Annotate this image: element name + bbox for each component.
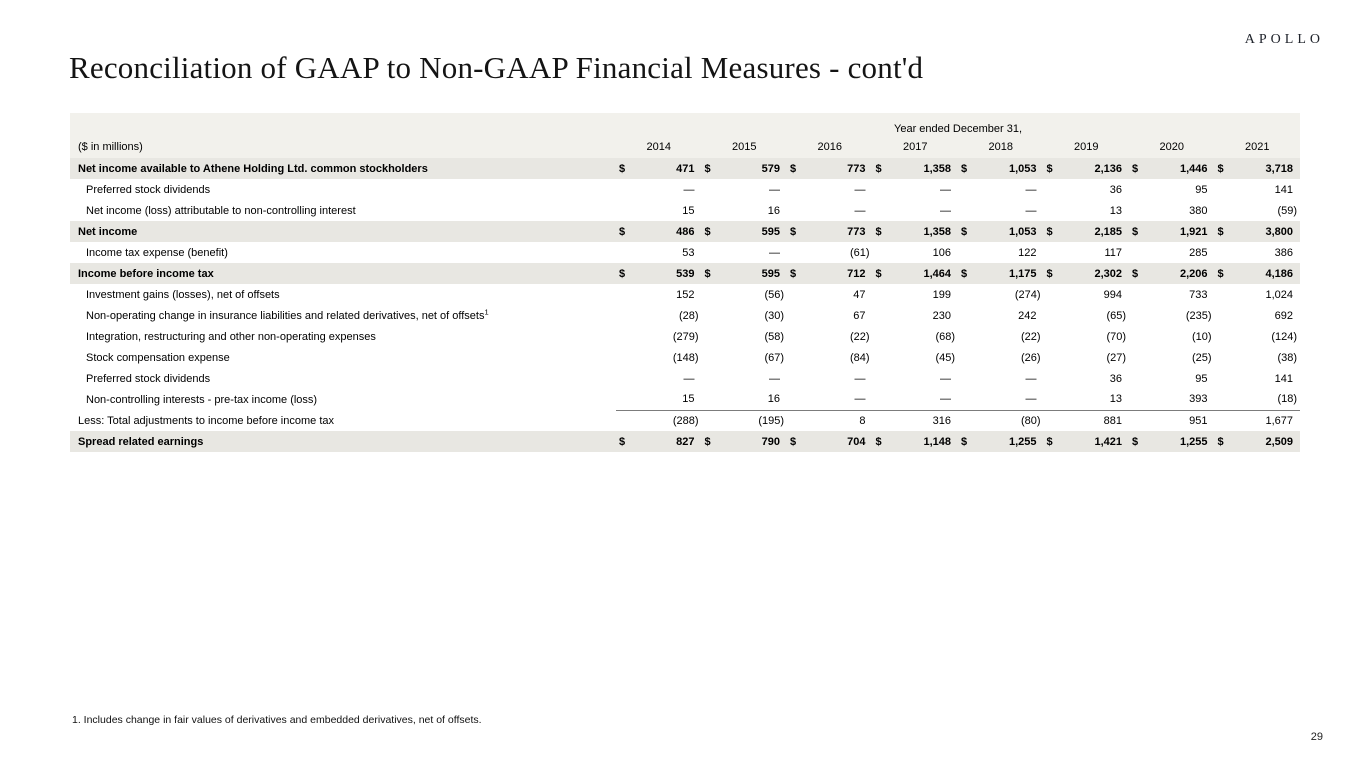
value-cell: 3,718	[1231, 158, 1301, 179]
dollar-sign-cell	[702, 347, 718, 368]
value-cell: (22)	[1020, 330, 1041, 343]
dollar-sign-cell	[1044, 410, 1060, 431]
table-row	[70, 347, 1300, 368]
dollar-sign-cell: $	[873, 221, 889, 242]
value-cell: 16	[767, 204, 780, 217]
dollar-sign-cell	[702, 284, 718, 305]
dollar-sign-cell	[873, 347, 889, 368]
row-label: Stock compensation expense	[86, 351, 230, 364]
value-cell: (38)	[1277, 351, 1298, 364]
dollar-sign-cell	[958, 200, 974, 221]
value-cell: —	[940, 393, 951, 406]
value-cell: 95	[1195, 372, 1208, 385]
dollar-sign-cell: $	[1044, 158, 1060, 179]
value-cell: 595	[718, 221, 788, 242]
value-cell: —	[769, 246, 780, 259]
value-cell: —	[1025, 372, 1037, 385]
value-cell: (28)	[678, 309, 699, 322]
dollar-sign-cell	[873, 200, 889, 221]
value-cell: (56)	[764, 288, 784, 301]
value-cell: 733	[1189, 288, 1208, 301]
dollar-sign-cell: $	[1044, 431, 1060, 452]
value-cell: 692	[1274, 309, 1294, 322]
dollar-sign-cell	[1215, 179, 1231, 200]
value-cell: 67	[853, 309, 866, 322]
value-cell: 152	[676, 288, 695, 301]
dollar-sign-cell: $	[1215, 221, 1231, 242]
value-cell: —	[854, 393, 866, 406]
value-cell: 1,024	[1265, 288, 1294, 301]
dollar-sign-cell	[1215, 410, 1231, 431]
dollar-sign-cell	[1215, 326, 1231, 347]
value-cell: 1,175	[974, 263, 1044, 284]
value-cell: (65)	[1106, 309, 1126, 322]
dollar-sign-cell	[702, 179, 718, 200]
dollar-sign-cell	[702, 368, 718, 389]
value-cell: 595	[718, 263, 788, 284]
dollar-sign-cell	[702, 410, 718, 431]
value-cell: —	[683, 372, 695, 385]
row-label: Net income available to Athene Holding Ltd. common stockholders	[70, 158, 616, 179]
value-cell: —	[940, 183, 951, 196]
value-cell: 95	[1195, 183, 1208, 196]
dollar-sign-cell	[1129, 389, 1145, 410]
table-row	[70, 326, 1300, 347]
table-row	[70, 284, 1300, 305]
value-cell: 242	[1018, 309, 1037, 322]
value-cell: 199	[932, 288, 951, 301]
row-label: Non-controlling interests - pre-tax income (loss)	[86, 393, 318, 406]
dollar-sign-cell	[616, 368, 632, 389]
dollar-sign-cell: $	[616, 158, 632, 179]
value-cell: 13	[1109, 393, 1122, 406]
value-cell: (235)	[1185, 309, 1212, 322]
table-row	[70, 389, 1300, 410]
table-header	[70, 113, 1300, 158]
value-cell: 486	[632, 221, 702, 242]
value-cell: 1,053	[974, 158, 1044, 179]
value-cell: (25)	[1191, 351, 1212, 364]
dollar-sign-cell	[873, 179, 889, 200]
dollar-sign-cell	[1215, 284, 1231, 305]
value-cell: 2,185	[1060, 221, 1130, 242]
dollar-sign-cell	[616, 200, 632, 221]
value-cell: 47	[853, 288, 866, 301]
value-cell: 4,186	[1231, 263, 1301, 284]
value-cell: 1,255	[974, 431, 1044, 452]
value-cell: 994	[1103, 288, 1122, 301]
value-cell: (45)	[935, 351, 955, 364]
value-cell: 2,206	[1145, 263, 1215, 284]
value-cell: (22)	[849, 330, 870, 343]
value-cell: (58)	[764, 330, 784, 343]
dollar-sign-cell: $	[958, 158, 974, 179]
dollar-sign-cell	[958, 389, 974, 410]
dollar-sign-cell: $	[873, 263, 889, 284]
dollar-sign-cell	[1129, 326, 1145, 347]
dollar-sign-cell	[616, 410, 632, 431]
dollar-sign-cell	[1129, 242, 1145, 263]
year-column-header: 2019	[1044, 136, 1130, 158]
value-cell: 36	[1109, 183, 1122, 196]
header-spacer	[70, 113, 616, 136]
dollar-sign-cell	[1129, 368, 1145, 389]
table-row	[70, 410, 1300, 431]
dollar-sign-cell	[958, 305, 974, 326]
value-cell: —	[1025, 393, 1037, 406]
dollar-sign-cell	[1215, 200, 1231, 221]
value-cell: (30)	[764, 309, 784, 322]
year-column-header: 2021	[1215, 136, 1301, 158]
value-cell: 380	[1189, 204, 1208, 217]
dollar-sign-cell	[616, 242, 632, 263]
dollar-sign-cell	[787, 368, 803, 389]
dollar-sign-cell	[958, 326, 974, 347]
dollar-sign-cell	[873, 242, 889, 263]
dollar-sign-cell	[873, 389, 889, 410]
table-row	[70, 158, 1300, 179]
value-cell: 8	[803, 410, 873, 431]
year-column-header: 2020	[1129, 136, 1215, 158]
dollar-sign-cell: $	[1129, 221, 1145, 242]
dollar-sign-cell	[702, 200, 718, 221]
dollar-sign-cell: $	[702, 221, 718, 242]
value-cell: (26)	[1020, 351, 1041, 364]
table-header-group-row	[70, 113, 1300, 136]
dollar-sign-cell	[787, 326, 803, 347]
value-cell: (27)	[1106, 351, 1126, 364]
dollar-sign-cell	[616, 389, 632, 410]
value-cell: (67)	[764, 351, 784, 364]
value-cell: 122	[1018, 246, 1037, 259]
dollar-sign-cell	[616, 284, 632, 305]
dollar-sign-cell	[787, 410, 803, 431]
year-column-header: 2016	[787, 136, 873, 158]
dollar-sign-cell	[1044, 368, 1060, 389]
value-cell: 2,509	[1231, 431, 1301, 452]
units-label: ($ in millions)	[70, 136, 616, 158]
value-cell: 2,136	[1060, 158, 1130, 179]
value-cell: 1,446	[1145, 158, 1215, 179]
value-cell: (68)	[935, 330, 955, 343]
dollar-sign-cell: $	[1129, 431, 1145, 452]
value-cell: 3,800	[1231, 221, 1301, 242]
value-cell: 386	[1274, 246, 1294, 259]
row-label: Investment gains (losses), net of offsets	[86, 288, 280, 301]
table-body	[70, 158, 1300, 452]
dollar-sign-cell	[787, 347, 803, 368]
dollar-sign-cell	[1044, 347, 1060, 368]
dollar-sign-cell: $	[1044, 221, 1060, 242]
value-cell: 16	[767, 393, 780, 406]
dollar-sign-cell: $	[873, 158, 889, 179]
dollar-sign-cell	[787, 284, 803, 305]
dollar-sign-cell: $	[873, 431, 889, 452]
value-cell: 1,148	[889, 431, 959, 452]
dollar-sign-cell	[702, 305, 718, 326]
dollar-sign-cell	[1215, 242, 1231, 263]
value-cell: —	[854, 204, 866, 217]
year-column-header: 2015	[702, 136, 788, 158]
dollar-sign-cell	[1129, 179, 1145, 200]
row-label: Preferred stock dividends	[86, 372, 211, 385]
dollar-sign-cell	[787, 242, 803, 263]
value-cell: —	[1025, 183, 1037, 196]
year-column-header: 2014	[616, 136, 702, 158]
value-cell: (59)	[1277, 204, 1298, 217]
dollar-sign-cell: $	[1129, 158, 1145, 179]
value-cell: (61)	[849, 246, 870, 259]
dollar-sign-cell: $	[616, 221, 632, 242]
dollar-sign-cell: $	[616, 263, 632, 284]
value-cell: 106	[932, 246, 951, 259]
value-cell: 53	[682, 246, 695, 259]
dollar-sign-cell	[1044, 326, 1060, 347]
value-cell: —	[683, 183, 695, 196]
dollar-sign-cell	[702, 242, 718, 263]
year-ended-header: Year ended December 31,	[616, 113, 1300, 136]
value-cell: 1,053	[974, 221, 1044, 242]
value-cell: 1,921	[1145, 221, 1215, 242]
footnote-marker: 1	[484, 306, 489, 316]
reconciliation-table	[70, 113, 1300, 452]
dollar-sign-cell	[702, 326, 718, 347]
dollar-sign-cell: $	[958, 263, 974, 284]
dollar-sign-cell: $	[702, 263, 718, 284]
dollar-sign-cell: $	[787, 431, 803, 452]
value-cell: —	[769, 183, 780, 196]
dollar-sign-cell	[1044, 305, 1060, 326]
dollar-sign-cell: $	[616, 431, 632, 452]
row-label: Net income	[70, 221, 616, 242]
dollar-sign-cell	[1129, 410, 1145, 431]
value-cell: —	[854, 372, 866, 385]
table-row	[70, 305, 1300, 326]
value-cell: 1,358	[889, 221, 959, 242]
dollar-sign-cell	[616, 347, 632, 368]
dollar-sign-cell: $	[702, 431, 718, 452]
dollar-sign-cell	[616, 326, 632, 347]
value-cell: (274)	[1014, 288, 1041, 301]
dollar-sign-cell	[616, 179, 632, 200]
dollar-sign-cell	[1044, 200, 1060, 221]
footnote: 1. Includes change in fair values of derivatives and embedded derivatives, net of offsets.	[72, 714, 482, 726]
dollar-sign-cell: $	[1215, 431, 1231, 452]
value-cell: 951	[1145, 410, 1215, 431]
value-cell: —	[940, 372, 951, 385]
dollar-sign-cell	[873, 410, 889, 431]
value-cell: (18)	[1277, 393, 1298, 406]
value-cell: (148)	[672, 351, 699, 364]
dollar-sign-cell: $	[1129, 263, 1145, 284]
value-cell: 13	[1109, 204, 1122, 217]
value-cell: 773	[803, 158, 873, 179]
value-cell: 790	[718, 431, 788, 452]
dollar-sign-cell	[787, 200, 803, 221]
dollar-sign-cell	[958, 179, 974, 200]
dollar-sign-cell	[1129, 347, 1145, 368]
dollar-sign-cell	[873, 326, 889, 347]
dollar-sign-cell: $	[787, 158, 803, 179]
value-cell: 881	[1060, 410, 1130, 431]
value-cell: 2,302	[1060, 263, 1130, 284]
dollar-sign-cell	[873, 284, 889, 305]
value-cell: 704	[803, 431, 873, 452]
value-cell: 1,255	[1145, 431, 1215, 452]
page-number: 29	[1310, 731, 1323, 743]
dollar-sign-cell	[958, 368, 974, 389]
table-row	[70, 368, 1300, 389]
dollar-sign-cell	[787, 305, 803, 326]
dollar-sign-cell: $	[1215, 263, 1231, 284]
value-cell: —	[854, 183, 866, 196]
dollar-sign-cell: $	[1044, 263, 1060, 284]
value-cell: (10)	[1191, 330, 1212, 343]
dollar-sign-cell	[873, 305, 889, 326]
value-cell: 539	[632, 263, 702, 284]
value-cell: 36	[1109, 372, 1122, 385]
apollo-logo: APOLLO	[1244, 32, 1324, 47]
dollar-sign-cell: $	[702, 158, 718, 179]
value-cell: 316	[889, 410, 959, 431]
dollar-sign-cell: $	[958, 221, 974, 242]
value-cell: 15	[682, 204, 695, 217]
value-cell: 1,677	[1231, 410, 1301, 431]
dollar-sign-cell	[1129, 305, 1145, 326]
year-column-header: 2017	[873, 136, 959, 158]
value-cell: 827	[632, 431, 702, 452]
row-label: Less: Total adjustments to income before income tax	[78, 414, 334, 427]
dollar-sign-cell	[616, 305, 632, 326]
table-row	[70, 179, 1300, 200]
value-cell: 230	[932, 309, 951, 322]
value-cell: (70)	[1106, 330, 1126, 343]
table-row	[70, 200, 1300, 221]
value-cell: 471	[632, 158, 702, 179]
value-cell: —	[769, 372, 780, 385]
value-cell: 393	[1189, 393, 1208, 406]
dollar-sign-cell	[958, 347, 974, 368]
value-cell: —	[1025, 204, 1037, 217]
table-row	[70, 263, 1300, 284]
dollar-sign-cell	[958, 242, 974, 263]
value-cell: —	[940, 204, 951, 217]
dollar-sign-cell	[1044, 389, 1060, 410]
row-label: Preferred stock dividends	[86, 183, 211, 196]
value-cell: 15	[682, 393, 695, 406]
value-cell: (124)	[1271, 330, 1298, 343]
value-cell: 773	[803, 221, 873, 242]
value-cell: 141	[1274, 372, 1294, 385]
value-cell: 285	[1189, 246, 1208, 259]
value-cell: 579	[718, 158, 788, 179]
value-cell: 712	[803, 263, 873, 284]
value-cell: 1,421	[1060, 431, 1130, 452]
value-cell: 141	[1274, 183, 1294, 196]
dollar-sign-cell	[787, 389, 803, 410]
dollar-sign-cell	[1129, 284, 1145, 305]
row-label: Income tax expense (benefit)	[86, 246, 228, 259]
table-row	[70, 242, 1300, 263]
dollar-sign-cell	[873, 368, 889, 389]
row-label: Income before income tax	[70, 263, 616, 284]
dollar-sign-cell	[1129, 200, 1145, 221]
value-cell: (279)	[672, 330, 699, 343]
value-cell: (80)	[974, 410, 1044, 431]
dollar-sign-cell: $	[787, 263, 803, 284]
dollar-sign-cell	[1215, 305, 1231, 326]
dollar-sign-cell	[1044, 284, 1060, 305]
table-row	[70, 431, 1300, 452]
dollar-sign-cell	[787, 179, 803, 200]
value-cell: 1,464	[889, 263, 959, 284]
row-label: Integration, restructuring and other non-operating expenses	[86, 330, 376, 343]
table-row	[70, 221, 1300, 242]
dollar-sign-cell: $	[1215, 158, 1231, 179]
value-cell: 117	[1104, 246, 1122, 259]
dollar-sign-cell	[1215, 368, 1231, 389]
dollar-sign-cell	[958, 284, 974, 305]
dollar-sign-cell	[1215, 347, 1231, 368]
dollar-sign-cell: $	[787, 221, 803, 242]
dollar-sign-cell	[1044, 242, 1060, 263]
year-column-header: 2018	[958, 136, 1044, 158]
dollar-sign-cell	[1044, 179, 1060, 200]
row-label: Spread related earnings	[70, 431, 616, 452]
dollar-sign-cell: $	[958, 431, 974, 452]
dollar-sign-cell	[702, 389, 718, 410]
value-cell: (195)	[718, 410, 788, 431]
dollar-sign-cell	[1215, 389, 1231, 410]
row-label: Non-operating change in insurance liabilities and related derivatives, net of offsets$^1$	[86, 306, 489, 322]
page-title: Reconciliation of GAAP to Non-GAAP Financial Measures - cont'd	[69, 50, 924, 85]
value-cell: 1,358	[889, 158, 959, 179]
value-cell: (84)	[849, 351, 870, 364]
value-cell: (288)	[632, 410, 702, 431]
table-years-row	[70, 136, 1300, 158]
dollar-sign-cell	[958, 410, 974, 431]
row-label: Net income (loss) attributable to non-controlling interest	[86, 204, 356, 217]
